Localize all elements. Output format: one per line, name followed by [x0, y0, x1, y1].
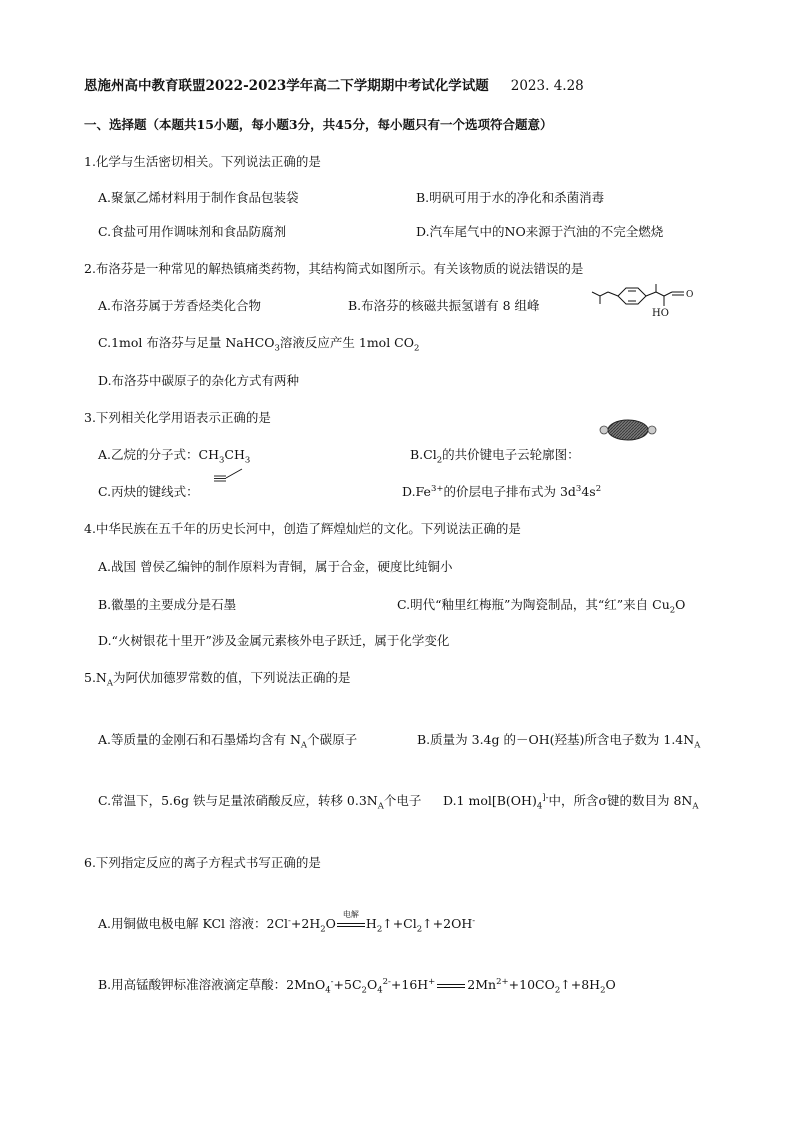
q3-option-d [402, 484, 601, 500]
q2-option-d: D.布洛芬中碳原子的杂化方式有两种 [98, 373, 300, 388]
q2-option-c [98, 335, 420, 354]
q6b-sup-3: + [428, 976, 436, 987]
q4-option-c [397, 597, 686, 616]
q6b-text-1: B.用高锰酸钾标准溶液滴定草酸：2MnO [98, 977, 326, 992]
q5d-sub: 4 [536, 801, 543, 812]
q5-stem-text-1: 5.N [84, 670, 107, 685]
question-3-stem: 3.下列相关化学用语表示正确的是 [84, 410, 271, 425]
section-heading: 一、选择题（本题共15小题，每小题3分，共45分，每小题只有一个选项符合题意） [84, 117, 553, 132]
reaction-equals-sign [437, 984, 465, 988]
question-6-stem: 6.下列指定反应的离子方程式书写正确的是 [84, 855, 321, 870]
q6b-text-6: +10CO [508, 977, 555, 992]
q3-option-b [410, 447, 580, 466]
q6b-sup-4: 2+ [496, 976, 509, 987]
q6a-sup-2: - [472, 915, 476, 926]
q4c-text-1: C.明代“釉里红梅瓶”为陶瓷制品，其“红”来自 Cu [397, 597, 670, 612]
q5-stem-sub: A [106, 678, 114, 689]
q3b-text-1: B.Cl [410, 447, 437, 462]
q6a-sup-1: - [288, 915, 291, 926]
q6b-text-2: +5C [333, 977, 362, 992]
q6a-text-4: H [365, 916, 377, 931]
q5c-text-2: 个电子 [383, 793, 422, 808]
q6a-sub-3: 2 [416, 924, 423, 935]
q5-option-b [417, 732, 701, 751]
q5a-text-1: A.等质量的金刚石和石墨烯均含有 N [98, 732, 301, 747]
q6b-text-4: +16H [390, 977, 429, 992]
q6b-sup-1: - [330, 976, 334, 987]
q6b-sub-2: 2 [361, 985, 367, 996]
exam-title [84, 78, 584, 94]
q3a-sub-2: 3 [244, 455, 251, 466]
q1-option-a: A.聚氯乙烯材料用于制作食品包装袋 [98, 190, 299, 205]
ibuprofen-structure-diagram [588, 270, 708, 320]
q6b-text-7: ↑+8H [560, 977, 601, 992]
q5d-text-2: 中，所含σ键的数目为 8N [548, 793, 693, 808]
q4-option-d: D.“火树银花十里开”涉及金属元素核外电子跃迁，属于化学变化 [98, 633, 450, 648]
q6-option-b [98, 976, 616, 996]
q3b-sub: 2 [436, 455, 443, 466]
exam-date: 2023. 4.28 [510, 78, 584, 94]
q3d-sup-1: 3+ [430, 483, 444, 494]
q5a-text-2: 个碳原子 [307, 732, 358, 747]
q5d-text-1: D.1 mol[B(OH) [443, 793, 537, 808]
q5-option-c [98, 793, 422, 812]
q3d-sup-3: 2 [595, 483, 602, 494]
q6b-text-5: 2Mn [467, 977, 497, 992]
electrolysis-equals-sign [337, 910, 365, 932]
q6b-text-3: O [366, 977, 378, 992]
q5b-text-1: B.质量为 3.4g 的－OH(羟基)所含电子数为 1.4N [417, 732, 695, 747]
q3-option-a [98, 447, 251, 466]
q6a-text-5: ↑+Cl [382, 916, 417, 931]
q5c-sub: A [377, 801, 384, 812]
q6b-sub-4: 2 [554, 985, 561, 996]
q3d-text-1: D.Fe [402, 484, 431, 499]
q1-option-c: C.食盐可用作调味剂和食品防腐剂 [98, 224, 287, 239]
q2c-sub-2: 2 [414, 343, 420, 354]
q6b-sup-2: 2- [382, 976, 391, 987]
question-2-stem: 2.布洛芬是一种常见的解热镇痛类药物，其结构简式如图所示。有关该物质的说法错误的是 [84, 261, 584, 276]
q4-option-a: A.战国 曾侯乙编钟的制作原料为青铜，属于合金，硬度比纯铜小 [98, 559, 453, 574]
q6b-sub-1: 4 [325, 985, 331, 996]
q5-stem-text-2: 为阿伏加德罗常数的值，下列说法正确的是 [113, 670, 351, 685]
q5-option-d [443, 792, 699, 812]
q3d-sup-2: 3 [575, 483, 582, 494]
q6-option-a [98, 910, 476, 935]
q6a-text-6: ↑+2OH [422, 916, 473, 931]
title-text: 恩施州高中教育联盟2022-2023学年高二下学期期中考试化学试题 [84, 78, 489, 94]
question-4-stem: 4.中华民族在五千年的历史长河中，创造了辉煌灿烂的文化。下列说法正确的是 [84, 521, 521, 536]
q2c-text-2: 溶液反应产生 1mol CO [279, 335, 414, 350]
q5d-sup: ]- [542, 792, 549, 803]
q5c-text-1: C.常温下，5.6g 铁与足量浓硝酸反应，转移 0.3N [98, 793, 378, 808]
q3a-text-1: A.乙烷的分子式：CH [98, 447, 219, 462]
question-1-stem: 1.化学与生活密切相关。下列说法正确的是 [84, 154, 321, 169]
q6a-text-1: A.用铜做电极电解 KCl 溶液：2Cl [98, 916, 289, 931]
carbonyl-o-label: O [686, 290, 694, 300]
q6b-sub-3: 4 [377, 985, 383, 996]
q4c-text-2: O [675, 597, 686, 612]
q2c-text-1: C.1mol 布洛芬与足量 NaHCO [98, 335, 275, 350]
q3a-sub-1: 3 [218, 455, 225, 466]
cl2-electron-cloud-diagram [598, 418, 658, 442]
q6a-text-2: +2H [290, 916, 321, 931]
q3-option-c: C.丙炔的键线式： [98, 484, 199, 499]
q5b-sub: A [694, 740, 701, 751]
q5-option-a [98, 732, 358, 751]
q2c-sub-1: 3 [274, 343, 280, 354]
q3a-text-2: CH [224, 447, 245, 462]
question-5-stem [84, 670, 351, 689]
electrolysis-condition: 电解 [342, 910, 359, 919]
q6a-text-3: O [325, 916, 336, 931]
q2-option-b: B.布洛芬的核磁共振氢谱有 8 组峰 [348, 298, 540, 313]
q6a-sub-2: 2 [376, 924, 383, 935]
hydroxyl-label: HO [652, 308, 669, 319]
q5d-sub-2: A [692, 801, 699, 812]
q3b-text-2: 的共价键电子云轮廓图： [442, 447, 580, 462]
q4c-sub: 2 [669, 605, 676, 616]
q1-option-d: D.汽车尾气中的NO来源于汽油的不完全燃烧 [416, 224, 664, 239]
propyne-bond-line-diagram [212, 466, 248, 482]
q3d-text-3: 4s [581, 484, 596, 499]
q6a-sub-1: 2 [320, 924, 326, 935]
q2-option-a: A.布洛芬属于芳香烃类化合物 [98, 298, 262, 313]
q1-option-b: B.明矾可用于水的净化和杀菌消毒 [416, 190, 605, 205]
q5a-sub: A [300, 740, 308, 751]
q6b-sub-5: 2 [600, 985, 606, 996]
q6b-text-8: O [605, 977, 616, 992]
q3d-text-2: 的价层电子排布式为 3d [443, 484, 576, 499]
q4-option-b: B.徽墨的主要成分是石墨 [98, 597, 237, 612]
